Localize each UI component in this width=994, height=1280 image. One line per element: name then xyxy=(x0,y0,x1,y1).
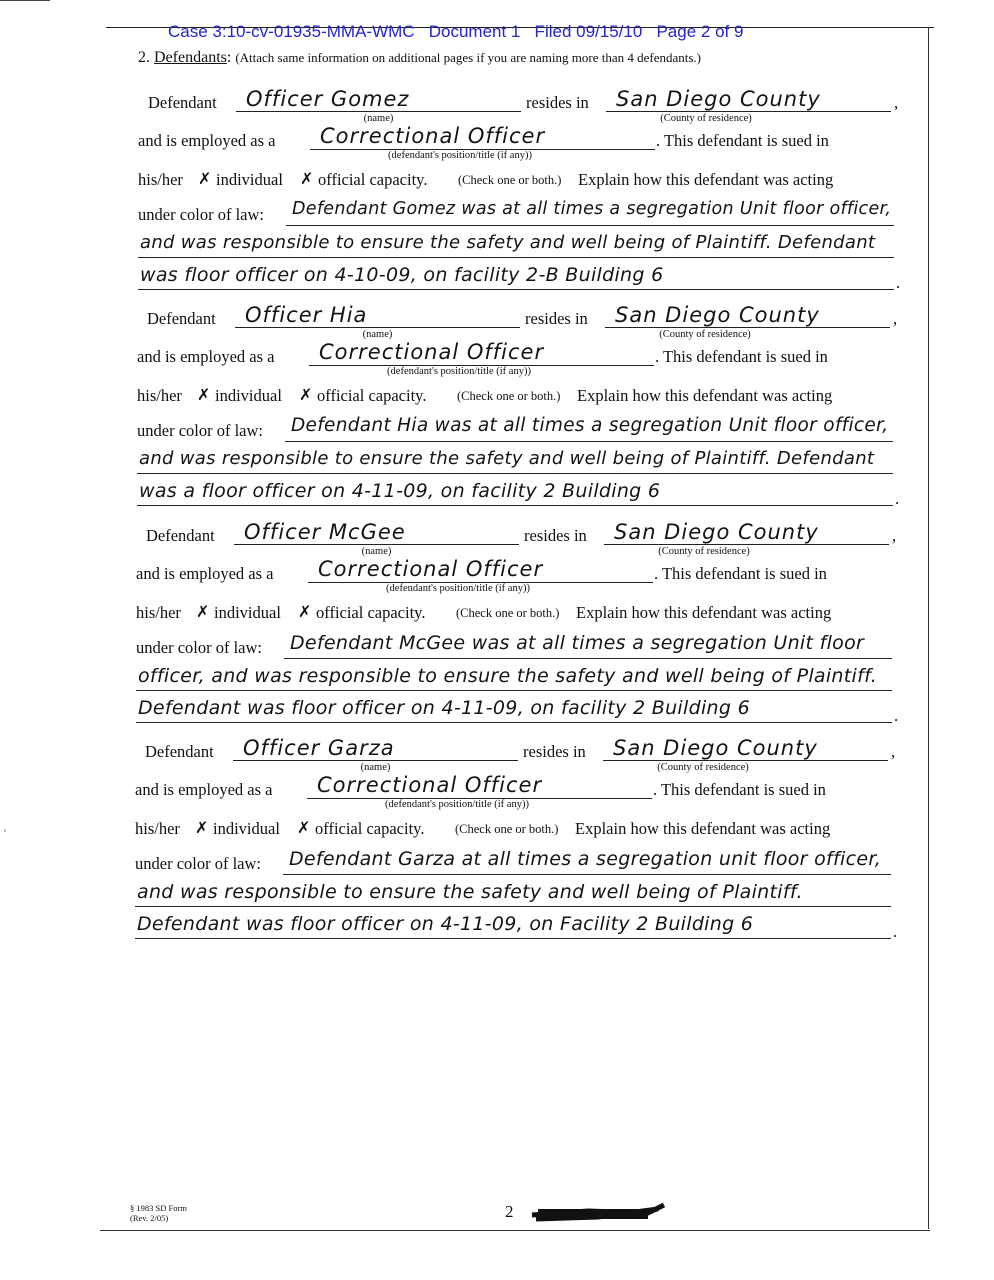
individual-label: individual xyxy=(216,170,283,189)
section-note: (Attach same information on additional pages if you are naming more than 4 defendants.) xyxy=(235,50,702,65)
name-blank xyxy=(235,327,520,328)
under-color-label: under color of law: xyxy=(138,205,264,224)
explanation-blank-2 xyxy=(136,690,892,691)
explanation-blank-2 xyxy=(137,473,893,474)
comma: , xyxy=(891,742,896,761)
official-checkbox[interactable]: ✗ xyxy=(300,169,314,188)
defendant-county[interactable]: San Diego County xyxy=(614,520,819,544)
explanation-line-2[interactable]: and was responsible to ensure the safety and well being of Plaintiff. Defendant xyxy=(140,232,876,253)
check-one-note: (Check one or both.) xyxy=(458,173,562,187)
employed-as-label: and is employed as a xyxy=(136,564,274,583)
sued-in-label: . This defendant is sued in xyxy=(655,347,828,366)
page-border-right xyxy=(928,27,929,1229)
under-color-label: under color of law: xyxy=(136,638,262,657)
explanation-line-1[interactable]: Defendant Gomez was at all times a segregation Unit floor officer, xyxy=(292,199,892,219)
individual-checkbox[interactable]: ✗ xyxy=(197,385,211,404)
explanation-blank-1 xyxy=(286,225,894,226)
section-number: 2. xyxy=(138,49,150,66)
sued-in-label: . This defendant is sued in xyxy=(654,564,827,583)
his-her-label: his/her xyxy=(136,603,181,622)
explanation-line-3[interactable]: was a floor officer on 4-11-09, on facility 2 Building 6 xyxy=(139,480,661,502)
comma: , xyxy=(894,93,899,112)
county-caption: (County of residence) xyxy=(660,113,752,124)
explanation-blank-2 xyxy=(138,257,894,258)
defendant-county[interactable]: San Diego County xyxy=(615,303,820,327)
explanation-line-1[interactable]: Defendant Garza at all times a segregation unit floor officer, xyxy=(289,848,882,870)
county-blank xyxy=(604,544,889,545)
check-one-note: (Check one or both.) xyxy=(457,389,561,403)
filing-header: Case 3:10-cv-01935-MMA-WMC Document 1 Filed 09/15/10 Page 2 of 9 xyxy=(168,22,744,41)
employed-as-label: and is employed as a xyxy=(138,131,276,150)
explanation-line-3[interactable]: Defendant was floor officer on 4-11-09, on facility 2 Building 6 xyxy=(138,697,750,719)
explanation-line-1[interactable]: Defendant Hia was at all times a segregation Unit floor officer, xyxy=(291,415,889,436)
defendant-label: Defendant xyxy=(148,93,217,112)
position-caption: (defendant's position/title (if any)) xyxy=(388,150,532,161)
official-capacity-label: official capacity. xyxy=(315,819,425,838)
individual-label: individual xyxy=(215,386,282,405)
defendant-position[interactable]: Correctional Officer xyxy=(319,340,545,364)
period: . xyxy=(893,922,898,941)
name-caption: (name) xyxy=(360,762,391,773)
period: . xyxy=(895,489,900,508)
position-caption: (defendant's position/title (if any)) xyxy=(385,799,529,810)
explanation-blank-1 xyxy=(283,874,891,875)
explanation-line-3[interactable]: was floor officer on 4-10-09, on facility 2-B Building 6 xyxy=(140,264,664,286)
employed-as-label: and is employed as a xyxy=(135,780,273,799)
page-border-bottom xyxy=(100,1230,930,1231)
explanation-blank-1 xyxy=(284,658,892,659)
position-caption: (defendant's position/title (if any)) xyxy=(387,366,531,377)
defendant-name[interactable]: Officer Hia xyxy=(245,303,368,327)
explanation-line-3[interactable]: Defendant was floor officer on 4-11-09, on Facility 2 Building 6 xyxy=(137,913,754,935)
explain-label: Explain how this defendant was acting xyxy=(578,170,834,189)
individual-label: individual xyxy=(214,603,281,622)
defendant-label: Defendant xyxy=(146,526,215,545)
county-caption: (County of residence) xyxy=(659,329,751,340)
explain-label: Explain how this defendant was acting xyxy=(577,386,833,405)
position-caption: (defendant's position/title (if any)) xyxy=(386,583,530,594)
individual-label: individual xyxy=(213,819,280,838)
official-capacity-label: official capacity. xyxy=(317,386,427,405)
page-number: 2 xyxy=(505,1202,514,1221)
defendant-name[interactable]: Officer Garza xyxy=(243,736,395,760)
period: . xyxy=(894,706,899,725)
form-revision: (Rev. 2/05) xyxy=(130,1213,169,1223)
explain-label: Explain how this defendant was acting xyxy=(575,819,831,838)
employed-as-label: and is employed as a xyxy=(137,347,275,366)
explanation-blank-2 xyxy=(135,906,891,907)
defendant-county[interactable]: San Diego County xyxy=(613,736,818,760)
defendant-county[interactable]: San Diego County xyxy=(616,87,821,111)
county-caption: (County of residence) xyxy=(658,546,750,557)
explain-label: Explain how this defendant was acting xyxy=(576,603,832,622)
comma: , xyxy=(892,526,897,545)
name-blank xyxy=(233,760,518,761)
explanation-line-2[interactable]: and was responsible to ensure the safety and well being of Plaintiff. Defendant xyxy=(139,448,875,469)
his-her-label: his/her xyxy=(135,819,180,838)
his-her-label: his/her xyxy=(137,386,182,405)
under-color-label: under color of law: xyxy=(137,421,263,440)
official-capacity-label: official capacity. xyxy=(318,170,428,189)
explanation-blank-3 xyxy=(136,722,892,723)
defendant-label: Defendant xyxy=(145,742,214,761)
check-one-note: (Check one or both.) xyxy=(455,822,559,836)
form-id xyxy=(130,1203,187,1223)
comma: , xyxy=(893,309,898,328)
defendant-name[interactable]: Officer Gomez xyxy=(246,87,410,111)
resides-in-label: resides in xyxy=(526,93,589,112)
resides-in-label: resides in xyxy=(525,309,588,328)
explanation-blank-3 xyxy=(137,505,893,506)
county-blank xyxy=(605,327,890,328)
individual-checkbox[interactable]: ✗ xyxy=(196,602,210,621)
defendant-position[interactable]: Correctional Officer xyxy=(318,557,544,581)
individual-checkbox[interactable]: ✗ xyxy=(198,169,212,188)
defendant-position[interactable]: Correctional Officer xyxy=(320,124,546,148)
resides-in-label: resides in xyxy=(524,526,587,545)
defendant-name[interactable]: Officer McGee xyxy=(244,520,406,544)
scan-corner-line xyxy=(0,0,50,1)
explanation-blank-3 xyxy=(138,289,894,290)
his-her-label: his/her xyxy=(138,170,183,189)
redaction-scribble xyxy=(528,1201,668,1223)
explanation-line-1[interactable]: Defendant McGee was at all times a segregation Unit floor xyxy=(290,632,865,654)
check-one-note: (Check one or both.) xyxy=(456,606,560,620)
section-heading: 2. Defendants: (Attach same information on additional pages if you are naming more than 4 defendants.) xyxy=(138,49,702,66)
sued-in-label: . This defendant is sued in xyxy=(653,780,826,799)
official-capacity-label: official capacity. xyxy=(316,603,426,622)
explanation-blank-1 xyxy=(285,441,893,442)
scan-speck: ' xyxy=(4,826,7,840)
explanation-line-2[interactable]: officer, and was responsible to ensure the safety and well being of Plaintiff. xyxy=(138,665,878,687)
name-blank xyxy=(236,111,521,112)
individual-checkbox[interactable]: ✗ xyxy=(195,818,209,837)
section-title: Defendants xyxy=(154,49,227,66)
official-checkbox[interactable]: ✗ xyxy=(298,602,312,621)
sued-in-label: . This defendant is sued in xyxy=(656,131,829,150)
under-color-label: under color of law: xyxy=(135,854,261,873)
county-caption: (County of residence) xyxy=(657,762,749,773)
name-caption: (name) xyxy=(362,329,393,340)
form-number: § 1983 SD Form xyxy=(130,1203,187,1213)
period: . xyxy=(896,273,901,292)
official-checkbox[interactable]: ✗ xyxy=(297,818,311,837)
name-blank xyxy=(234,544,519,545)
name-caption: (name) xyxy=(363,113,394,124)
county-blank xyxy=(603,760,888,761)
defendant-label: Defendant xyxy=(147,309,216,328)
name-caption: (name) xyxy=(361,546,392,557)
defendant-position[interactable]: Correctional Officer xyxy=(317,773,543,797)
resides-in-label: resides in xyxy=(523,742,586,761)
official-checkbox[interactable]: ✗ xyxy=(299,385,313,404)
explanation-line-2[interactable]: and was responsible to ensure the safety and well being of Plaintiff. xyxy=(137,881,803,903)
county-blank xyxy=(606,111,891,112)
explanation-blank-3 xyxy=(135,938,891,939)
